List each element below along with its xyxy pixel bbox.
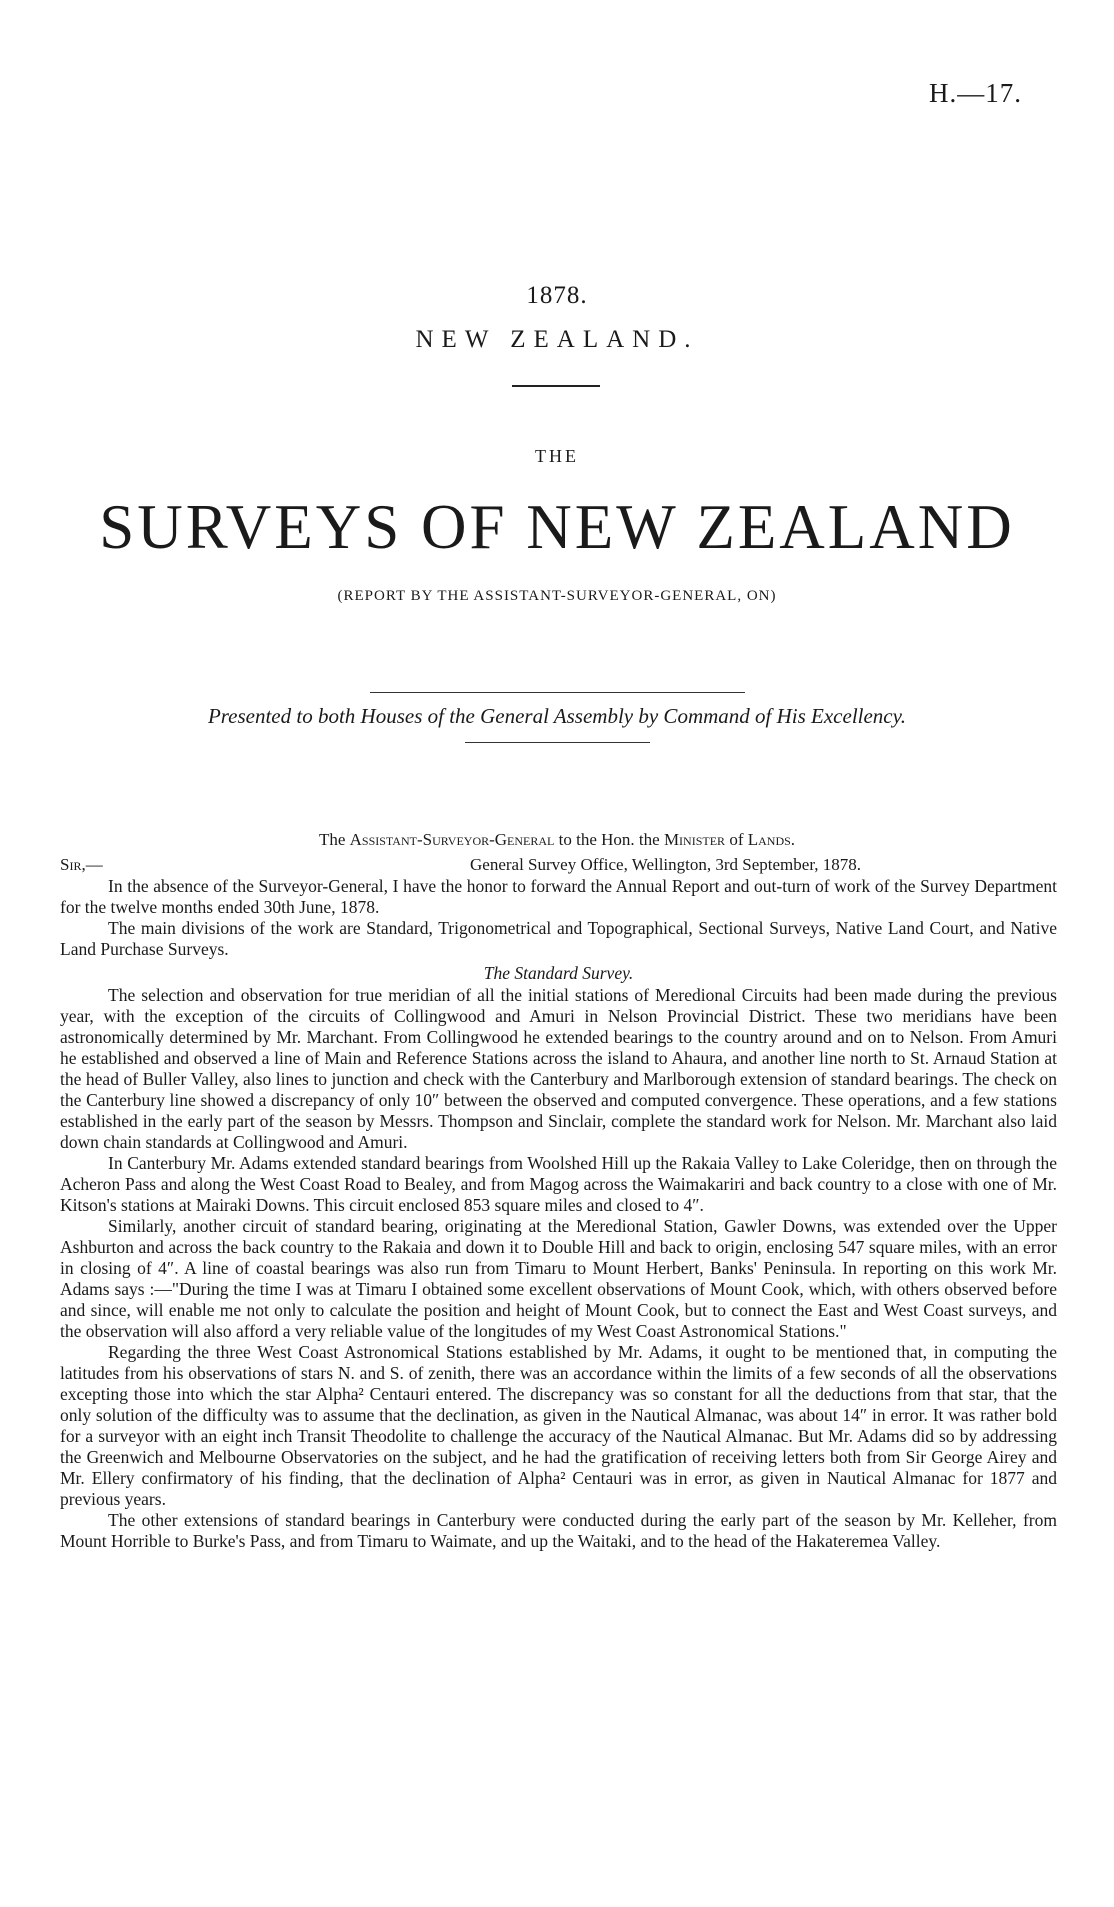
letter-address-line — [0, 830, 1114, 850]
paragraph-divisions: The main divisions of the work are Standard, Trigonometrical and Topographical, Sectional Surveys, Native Land Court, and Native Land Purchase Surveys. — [60, 918, 1057, 959]
paragraph-intro: In the absence of the Surveyor-General, I have the honor to forward the Annual Report and out-turn of work of the Survey Department for the twelve months ended 30th June, 1878. — [60, 876, 1057, 917]
page-subtitle: (REPORT BY THE ASSISTANT-SURVEYOR-GENERAL, ON) — [337, 588, 777, 604]
address-connector: to the Hon. the — [558, 830, 660, 849]
paragraph-meridians: The selection and observation for true meridian of all the initial stations of Meredional Circuits had been made during the previous year, with the exception of the circuits of Collingwood and Amuri in Nelson Provincial District. These two meridians have been astronomically determined by Mr. Marchant. From Collingwood he extended bearings to the country around and on to Nelson. From Amuri he established and observed a line of Main and Reference Stations across the island to Ahaura, and another line north to St. Arnaud Station at the head of Buller Valley, also lines to junction and check with the Canterbury and Marlborough extension of standard bearings. The check on the Canterbury line showed a discrepancy of only 10″ between the observed and computed convergence. These operations, and a few stations established in the early part of the season by Messrs. Thompson and Sinclair, complete the standard work for Nelson. Mr. Marchant also laid down chain standards at Collingwood and Amuri. — [60, 985, 1057, 1152]
divider-rule — [370, 692, 745, 693]
paragraph-extensions: The other extensions of standard bearings in Canterbury were conducted during the early part of the season by Mr. Kelleher, from Mount Horrible to Burke's Pass, and from Timaru to Waimate, and up the Waitaki, and to the head of the Hakateremea Valley. — [60, 1510, 1057, 1551]
page-title: SURVEYS OF NEW ZEALAND — [99, 492, 1015, 562]
presentation-line: Presented to both Houses of the General Assembly by Command of His Excellency. — [207, 704, 907, 728]
letter-salutation: Sir,— — [60, 855, 103, 874]
letter-office-date: General Survey Office, Wellington, 3rd September, 1878. — [470, 855, 862, 874]
divider-rule — [465, 742, 650, 743]
address-department: Lands. — [747, 830, 796, 849]
report-body — [60, 876, 1057, 1552]
paragraph-canterbury: In Canterbury Mr. Adams extended standard bearings from Woolshed Hill up the Rakaia Valley to Lake Coleridge, then on through the Acheron Pass and along the West Coast Road to Bealey, and from Magog across the Waimakariri and back country to a close with one of Mr. Kitson's stations at Mairaki Downs. This circuit enclosed 853 square miles and closed to 4″. — [60, 1153, 1057, 1215]
section-heading-standard-survey: The Standard Survey. — [483, 963, 634, 983]
address-sender: Assistant-Surveyor-General — [349, 830, 555, 849]
paragraph-circuit: Similarly, another circuit of standard bearing, originating at the Meredional Station, Gawler Downs, was extended over the Upper Ashburton and across the back country to the Rakaia and down it to Double Hill and back to origin, enclosing 547 square miles, with an error in closing of 4″. A line of coastal bearings was also run from Timaru to Mount Herbert, Banks' Peninsula. In reporting on this work Mr. Adams says :—"During the time I was at Timaru I obtained some excellent observations of Mount Cook, which, with others observed before and since, will enable me not only to calculate the position and height of Mount Cook, but to connect the East and West Coast surveys, and the observation will also afford a very reliable value of the longitudes of my West Coast Astronomical Stations." — [60, 1216, 1057, 1341]
divider-rule — [512, 385, 600, 387]
document-reference-number: H.—17. — [929, 78, 1022, 108]
address-recipient: Minister — [663, 830, 726, 849]
document-year: 1878. — [526, 282, 588, 309]
title-article: THE — [535, 446, 579, 466]
paragraph-astronomical: Regarding the three West Coast Astronomical Stations established by Mr. Adams, it ought to be mentioned that, in computing the latitudes from his observations of stars N. and S. of zenith, there was an accordance within the limits of a few seconds of all the observations excepting those into which the star Alpha² Centauri entered. The discrepancy was so constant for all the deductions from that star, that the only solution of the difficulty was to assume that the declination, as given in the Nautical Almanac, was about 14″ in error. It was rather bold for a surveyor with an eight inch Transit Theodolite to challenge the accuracy of the Nautical Almanac. But Mr. Adams did so by addressing the Greenwich and Melbourne Observatories on the subject, and he had the gratification of receiving letters both from Sir George Airey and Mr. Ellery confirmatory of his finding, that the declination of Alpha² Centauri was in error, as given in Nautical Almanac for 1877 and previous years. — [60, 1342, 1057, 1509]
address-of: of — [729, 830, 744, 849]
document-country: NEW ZEALAND. — [415, 326, 699, 353]
address-prefix: The — [318, 830, 346, 849]
